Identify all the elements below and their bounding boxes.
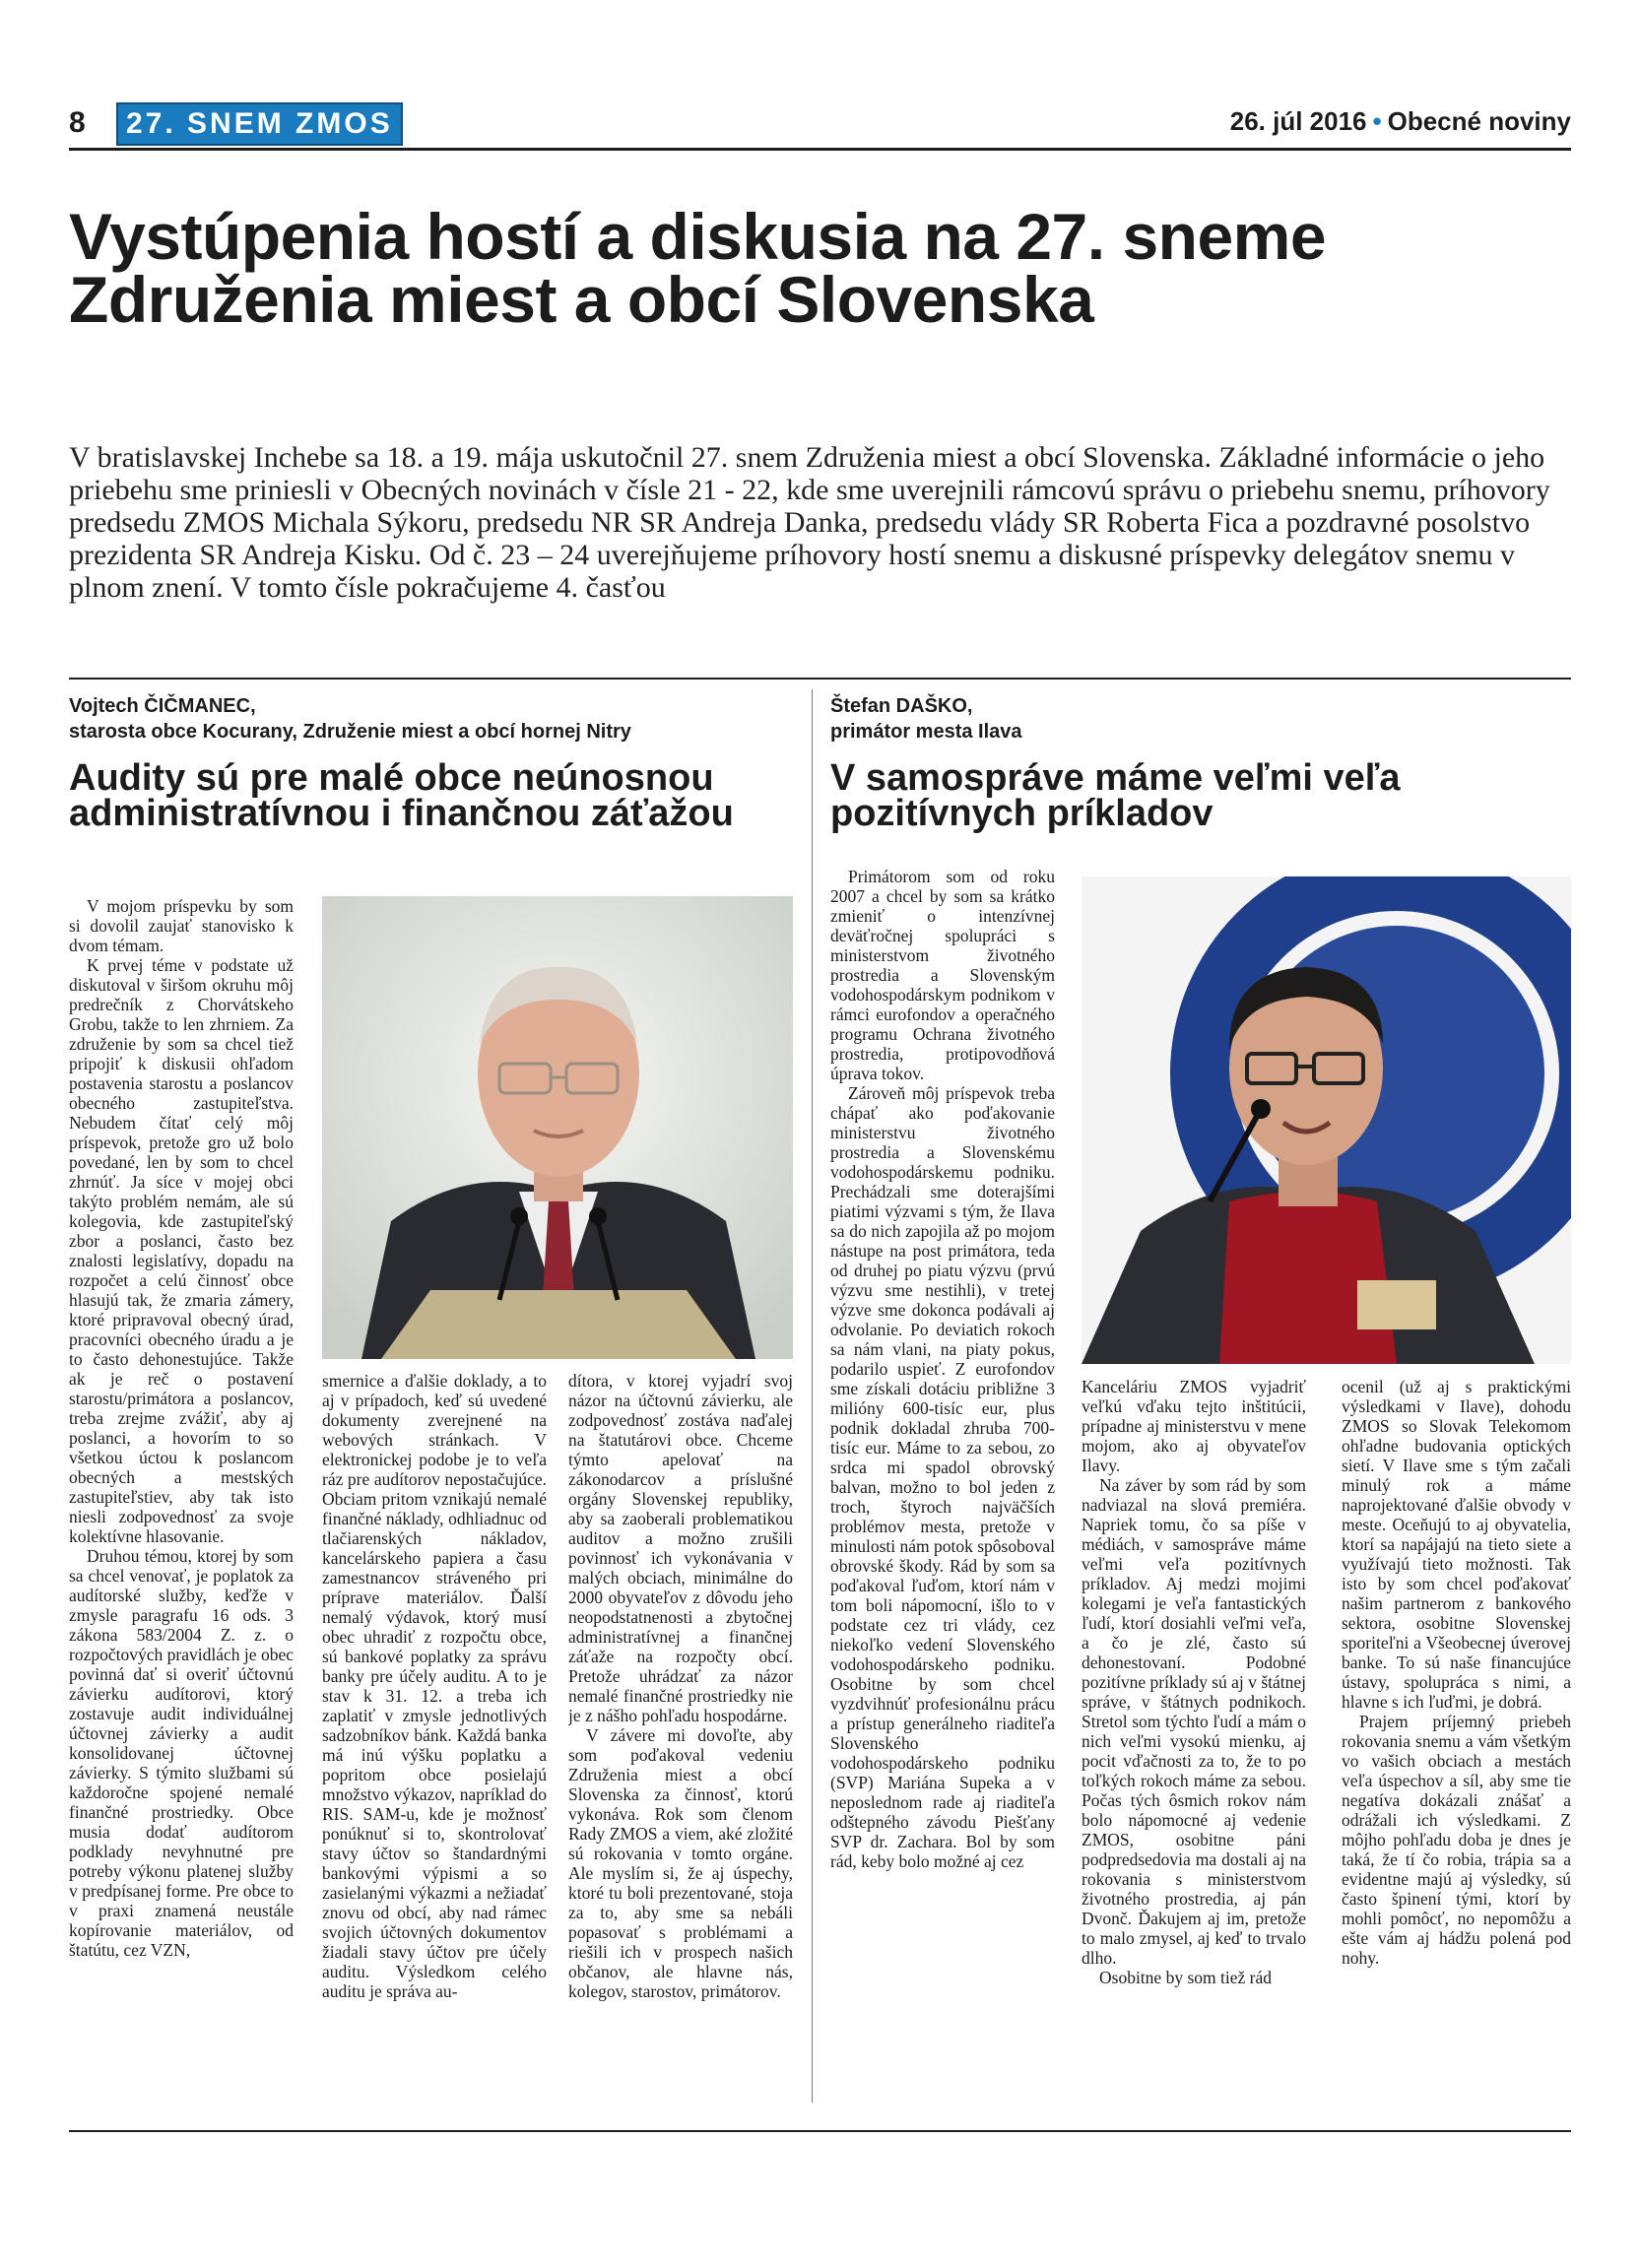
author-role: primátor mesta Ilava	[830, 721, 1022, 743]
left-article-title: Audity sú pre malé obce neúnosnou administratívnou i finančnou záťažou	[69, 757, 734, 834]
portrait-illustration	[322, 896, 793, 1359]
bullet-separator: •	[1372, 106, 1382, 136]
paragraph: Primátorom som od roku 2007 a chcel by som sa krátko zmieniť o intenzívnej deväťročnej spolupráci s ministerstvom životného prostredia a Slovenským vodohospodárskym podnikom v rámci eurofondov a operačného programu Ochrana životného prostredia, protipovodňová úprava tokov.	[830, 867, 1055, 1083]
footer-rule	[69, 2130, 1571, 2132]
paragraph: Na záver by som rád by som nadviazal na slová premiéra. Napriek tomu, čo sa píše v médiách, v samospráve máme veľmi veľa pozitívnych príkladov. Aj medzi mojimi kolegami je veľa fantastických ľudí, ktorí dosiahli veľmi veľa, a čo je zlé, často sú dehonestovaní. Podobné pozitívne príklady sú aj v štátnej správe, v štátnych podnikoch. Stretol som týchto ľudí a mám o nich veľmi vysokú mienku, aj pocit vďačnosti za to, že to po toľkých rokoch máme za sebou. Počas tých ôsmich rokov nám bolo nápomocné aj vedenie ZMOS, osobitne páni podpredsedovia ma dostali aj na rokovania s ministerstvom životného prostredia, aj pán Dvonč. Ďakujem aj im, pretože to malo zmysel, aj keď to trvalo dlho.	[1082, 1475, 1306, 1968]
paragraph: Kanceláriu ZMOS vyjadriť veľkú vďaku tejto inštitúcii, prípadne aj ministerstvu v mene mojom, ako aj obyvateľov Ilavy.	[1082, 1377, 1306, 1475]
right-article-byline	[830, 693, 1569, 745]
paragraph: V závere mi dovoľte, aby som poďakoval vedeniu Združenia miest a obcí Slovenska za činnosť, ktorú vykonáva. Rok som členom Rady ZMOS a viem, aké zložité sú rokovania v tomto orgáne. Ale myslím si, že aj úspechy, ktoré tu boli prezentované, stoja za to, aby sme sa nebáli popasovať s problémami a riešili ich v prospech našich občanov, ale hlavne nás, kolegov, starostov, primátorov.	[568, 1725, 793, 2001]
author-role: starosta obce Kocurany, Združenie miest a obcí hornej Nitry	[69, 721, 631, 743]
publication-name: Obecné noviny	[1387, 106, 1571, 136]
left-article-col1	[69, 896, 294, 2103]
paragraph: Zároveň môj príspevok treba chápať ako poďakovanie ministerstvu životného prostredia a Slovenskému vodohospodárskemu podniku. Prechádzali sme doterajšími piatimi výzvami s tým, že Ilava sa do nich zapojila až po mojom nástupe na post primátora, teda od druhej po piatu výzvu (prvú výzvu sme nestihli), v tretej výzve sme dokonca podávali aj odvolanie. Po deviatich rokoch sa nám vlani, na piaty pokus, podarilo uspieť. Z eurofondov sme získali dotáciu približne 3 milióny 600-tisíc eur, plus podnik dokladal zhruba 700-tisíc eur. Máme to za sebou, zo srdca mi spadol obrovský balvan, možno to bol jeden z troch, štyroch najväčších problémov mesta, pretože v minulosti nám potok spôsoboval obrovské škody. Rád by som sa poďakoval ľuďom, ktorí nám v tom boli nápomocní, išlo to v podstate cez tri vlády, cez niekoľko vedení Slovenského vodohospodárskeho podniku. Osobitne by som chcel vyzdvihnúť profesionálnu prácu a prístup generálneho riaditeľa Slovenského vodohospodárskeho podniku (SVP) Mariána Supeka a v neposlednom rade aj riaditeľa odštepného závodu Piešťany SVP dr. Zachara. Bol by som rád, keby bolo možné aj cez	[830, 1083, 1055, 1871]
right-article-col1	[830, 867, 1055, 2103]
paragraph: dítora, v ktorej vyjadrí svoj názor na účtovnú závierku, ale zodpovednosť zostáva naďalej na štatutárovi obce. Chceme týmto apelovať na zákonodarcov a príslušné orgány Slovenskej republiky, aby sa zaoberali problematikou auditov a možno zrušili povinnosť ich vykonávania v malých obciach, minimálne do 2000 obyvateľov z dôvodu jeho neopodstatnenosti a zbytočnej administratívnej a finančnej záťaže na rozpočty obcí. Pretože uhrádzať za názor nemalé finančné prostriedky nie je z nášho pohľadu hospodárne.	[568, 1371, 793, 1725]
right-article-col3	[1342, 1377, 1571, 2103]
section-label: 27. SNEM ZMOS	[116, 102, 403, 146]
paragraph: smernice a ďalšie doklady, a to aj v prípadoch, keď sú uvedené dokumenty zverejnené na webových stránkach. V elektronickej podobe je to veľa ráz pre audítorov nepostačujúce. Obciam pritom vznikajú nemalé finančné náklady, odhliadnuc od tlačiarenských nákladov, kancelárskeho papiera a času zamestnancov stráveného pri príprave materiálov. Ďalší nemalý výdavok, ktorý musí obec uhradiť z rozpočtu obce, sú bankové poplatky za správu banky pre účely auditu. A to je stav k 31. 12. a treba ich zaplatiť v zmysle jednotlivých sadzobníkov bánk. Každá banka má inú výšku poplatku a popritom obce posielajú množstvo výkazov, napríklad do RIS. SAM-u, kde je možnosť ponúknuť si to, skontrolovať stavy účtov so štandardnými bankovými výpismi a so zasielanými výkazmi a nežiadať znovu od obcí, aby nad rámec svojich účtovných dokumentov žiadali stavy účtov pre účely auditu. Výsledkom celého auditu je správa au-	[322, 1371, 547, 2001]
issue-date: 26. júl 2016	[1229, 106, 1367, 136]
page-number: 8	[69, 106, 86, 139]
speaker-photo-dasko	[1082, 876, 1571, 1364]
paragraph: K prvej téme v podstate už diskutoval v širšom okruhu môj predrečník z Chorvátskeho Grobu, takže to len zhrniem. Za združenie by som sa chcel tiež pripojiť k diskusii ohľadom postavenia starostu a poslancov obecného zastupiteľstva. Nebudem čítať celý môj príspevok, pretože gro už bolo povedané, len by som to chcel zhrnúť. Ja síce v mojej obci takýto problém nemám, ale sú kolegovia, kde zastupiteľský zbor a poslanci, často bez znalosti legislatívy, dopadu na rozpočet a celú činnosť obce hlasujú tak, že zmaria zámery, ktoré pripravoval obecný úrad, pracovníci obecného úradu a je to často dehonestujúce. Takže ak je reč o postavení starostu/primátora a poslancov, treba zrejme zvážiť, aby aj poslanci, a hovorím to so všetkou úctou k poslancom obecných a mestských zastupiteľstiev, aby tak isto niesli zodpovednosť za svoje kolektívne hlasovanie.	[69, 955, 294, 1546]
left-article-byline	[69, 693, 798, 745]
speaker-photo-cicmanec	[322, 896, 793, 1359]
paragraph: ocenil (už aj s praktickými výsledkami v Ilave), dohodu ZMOS so Slovak Telekomom ohľadne budovania optických sietí. V Ilave sme s tým začali minulý rok a máme naprojektované ďalšie obvody v meste. Oceňujú to aj obyvatelia, ktorí sa napájajú na tieto siete a využívajú tieto možnosti. Tak isto by som chcel poďakovať našim partnerom z bankového sektora, osobitne Slovenskej sporiteľni a Všeobecnej úverovej banke. To sú naše financujúce ústavy, spolupráca s nimi, a hlavne s ich ľuďmi, je dobrá.	[1342, 1377, 1571, 1712]
right-article-title: V samospráve máme veľmi veľa pozitívnych príkladov	[830, 757, 1401, 834]
left-article-col2	[322, 1371, 547, 2103]
lead-rule	[69, 678, 1571, 680]
page-headline: Vystúpenia hostí a diskusia na 27. sneme Združenia miest a obcí Slovenska	[69, 200, 1327, 336]
header-rule	[69, 148, 1571, 151]
right-article-col2	[1082, 1377, 1306, 2103]
portrait-illustration	[1082, 876, 1571, 1364]
issue-info	[1230, 106, 1571, 137]
lead-paragraph: V bratislavskej Inchebe sa 18. a 19. mája uskutočnil 27. snem Združenia miest a obcí Slovenska. Základné informácie o jeho priebehu sme priniesli v Obecných novinách v čísle 21 - 22, kde sme uverejnili rámcovú správu o priebehu snemu, príhovory predsedu ZMOS Michala Sýkoru, predsedu NR SR Andreja Danka, predsedu vlády SR Roberta Fica a pozdravné posolstvo prezidenta SR Andreja Kisku. Od č. 23 – 24 uverejňujeme príhovory hostí snemu a diskusné príspevky delegátov snemu v plnom znení. V tomto čísle pokračujeme 4. časťou	[69, 441, 1550, 604]
paragraph: V mojom príspevku by som si dovolil zaujať stanovisko k dvom témam.	[69, 896, 294, 955]
paragraph: Druhou témou, ktorej by som sa chcel venovať, je poplatok za audítorské služby, keďže v zmysle paragrafu 16 ods. 3 zákona 583/2004 Z. z. o rozpočtových pravidlách je obec povinná dať si overiť účtovnú závierku audítorovi, ktorý zostavuje audit individuálnej účtovnej závierky a audit konsolidovanej účtovnej závierky. S týmito službami sú každoročne spojené nemalé finančné prostriedky. Obce musia dodať audítorom podklady nevyhnutné pre potreby výkonu platenej služby v predpísanej forme. Pre obce to v praxi znamená neustále kopírovanie materiálov, od štatútu, cez VZN,	[69, 1546, 294, 1960]
author-name: Štefan DAŠKO,	[830, 695, 973, 717]
left-article-col3	[568, 1371, 793, 2103]
paragraph: Osobitne by som tiež rád	[1099, 1968, 1272, 1987]
paragraph: Prajem príjemný priebeh rokovania snemu a vám všetkým vo vašich obciach a mestách veľa úspechov a síl, aby sme tie negatíva dokázali znášať a odrážali ich výsledkami. Z môjho pohľadu doba je dnes je taká, že tí čo robia, trápia sa a evidentne majú aj výsledky, sú často špinení tými, ktorí by mohli pomôcť, no nepomôžu a ešte vám aj hádžu polená pod nohy.	[1342, 1712, 1571, 1968]
author-name: Vojtech ČIČMANEC,	[69, 695, 256, 717]
article-divider	[812, 689, 813, 2103]
